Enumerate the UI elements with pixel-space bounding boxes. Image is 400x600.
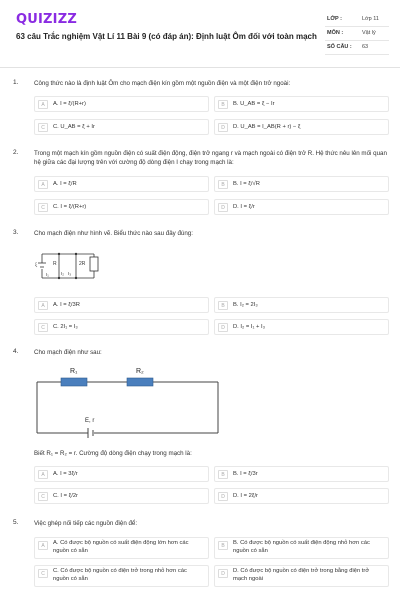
circuit-diagram-2 <box>34 360 224 444</box>
circuit-label-2r: 2R <box>79 261 86 267</box>
answer-option-a[interactable] <box>34 96 209 112</box>
option-text: A. I = ξ/(R+r) <box>53 101 86 107</box>
question-text: Việc ghép nối tiếp các nguồn điện để: <box>34 520 138 527</box>
question-text-after: Biết R₁ = R₂ = r. Cường độ dòng điện chạy trong mạch là: <box>34 450 192 457</box>
answer-option-d[interactable] <box>214 119 389 135</box>
answer-option-d[interactable] <box>214 199 389 215</box>
option-text: C. I = ξ/(R+r) <box>53 204 87 210</box>
answer-option-d[interactable] <box>214 319 389 335</box>
answer-option-a[interactable] <box>34 537 209 559</box>
option-letter: D <box>218 123 228 132</box>
circuit-label-i2: I₂ <box>61 271 64 276</box>
option-text: A. I = ξ/3R <box>53 302 80 308</box>
circuit-diagram-1 <box>34 244 104 286</box>
answer-option-c[interactable] <box>34 119 209 135</box>
option-text: D. Có được bộ nguồn có điện trở trong bằng điện trở mạch ngoài <box>233 568 370 582</box>
answer-option-b[interactable] <box>214 297 389 313</box>
option-text: D. U_AB = I_AB(R + r) − ξ <box>233 124 301 130</box>
option-letter: C <box>38 323 48 332</box>
option-text: B. Có được bộ nguồn có suất điện động nhỏ hơn các nguồn có sẵn <box>233 540 370 554</box>
question-number: 4. <box>13 348 19 355</box>
option-letter: C <box>38 569 48 578</box>
meta-info-box <box>325 13 389 55</box>
answer-option-b[interactable] <box>214 96 389 112</box>
meta-row-subject <box>325 27 389 41</box>
meta-row-count <box>325 41 389 55</box>
answer-option-c[interactable] <box>34 488 209 504</box>
option-letter: A <box>38 301 48 310</box>
option-letter: D <box>218 569 228 578</box>
question-number: 1. <box>13 79 19 86</box>
option-letter: B <box>218 541 228 550</box>
answer-option-b[interactable] <box>214 176 389 192</box>
answer-option-c[interactable] <box>34 199 209 215</box>
answer-option-a[interactable] <box>34 297 209 313</box>
option-text: A. I = 3ξ/r <box>53 471 78 477</box>
option-text: C. 2I₁ = I₃ <box>53 324 78 330</box>
page-title: 63 câu Trắc nghiệm Vật Lí 11 Bài 9 (có đáp án): Định luật Ôm đối với toàn mạch <box>16 32 317 41</box>
option-text: B. I₂ = 2I₃ <box>233 302 258 308</box>
option-letter: B <box>218 180 228 189</box>
answer-option-d[interactable] <box>214 488 389 504</box>
circuit-label-r2: R₂ <box>136 368 144 375</box>
meta-key: SỐ CÂU : <box>327 44 352 50</box>
option-text: A. Có được bộ nguồn có suất điện động lớn hơn các nguồn có sẵn <box>53 540 189 554</box>
option-letter: D <box>218 323 228 332</box>
question-text: Cho mạch điện như hình vẽ. Biểu thức nào sau đây đúng: <box>34 230 193 237</box>
option-text: A. I = ξ/R <box>53 181 77 187</box>
option-text: B. I = ξ/√R <box>233 181 260 187</box>
answer-option-a[interactable] <box>34 466 209 482</box>
option-letter: A <box>38 180 48 189</box>
answer-option-a[interactable] <box>34 176 209 192</box>
option-letter: C <box>38 203 48 212</box>
option-text: D. I = ξ/r <box>233 204 255 210</box>
circuit-label-emf: ξ <box>35 263 38 268</box>
option-letter: A <box>38 100 48 109</box>
answer-option-b[interactable] <box>214 466 389 482</box>
question-text: Công thức nào là định luật Ôm cho mạch điện kín gồm một nguồn điện và một điện trở ngoài: <box>34 80 291 87</box>
option-text: D. I = 2ξ/r <box>233 493 258 499</box>
option-letter: C <box>38 123 48 132</box>
option-text: C. I = ξ/2r <box>53 493 78 499</box>
question-number: 3. <box>13 229 19 236</box>
meta-value: Vật lý <box>362 30 376 36</box>
meta-key: MÔN : <box>327 30 344 36</box>
question-number: 5. <box>13 519 19 526</box>
option-text: B. U_AB = ξ − Ir <box>233 101 275 107</box>
answer-option-c[interactable] <box>34 319 209 335</box>
circuit-label-i3: I₃ <box>68 271 72 276</box>
option-letter: D <box>218 203 228 212</box>
option-text: C. Có được bộ nguồn có điện trở trong nhỏ hơn các nguồn có sẵn <box>53 568 187 582</box>
option-text: C. U_AB = ξ + Ir <box>53 124 95 130</box>
circuit-label-source: E, r <box>85 418 95 424</box>
question-text: Trong một mạch kín gồm nguồn điện có suất điện động, điện trở ngang r và mạch ngoài có điện trở R. Hệ thức nêu lên mối quan hệ giữa các đại lượng trên với cường độ dòng điện I chạy trong mạch là: <box>34 150 387 166</box>
question-text: Cho mạch điện như sau: <box>34 349 102 356</box>
question-number: 2. <box>13 149 19 156</box>
circuit-label-i1: I₁ <box>46 272 49 277</box>
meta-value: Lớp 11 <box>362 16 379 22</box>
circuit-label-r: R <box>53 261 57 267</box>
option-text: B. I = ξ/3r <box>233 471 258 477</box>
answer-option-d[interactable] <box>214 565 389 587</box>
option-letter: A <box>38 470 48 479</box>
meta-row-class <box>325 13 389 27</box>
option-letter: B <box>218 470 228 479</box>
quizizz-logo[interactable]: QUIZIZZ <box>16 12 77 27</box>
meta-value: 63 <box>362 44 369 50</box>
option-letter: A <box>38 541 48 550</box>
meta-key: LỚP : <box>327 16 342 22</box>
circuit-label-r1: R₁ <box>70 368 78 375</box>
page-header <box>0 0 400 68</box>
option-letter: B <box>218 301 228 310</box>
answer-option-c[interactable] <box>34 565 209 587</box>
answer-option-b[interactable] <box>214 537 389 559</box>
option-text: D. I₂ = I₁ + I₃ <box>233 324 266 330</box>
option-letter: C <box>38 492 48 501</box>
option-letter: B <box>218 100 228 109</box>
option-letter: D <box>218 492 228 501</box>
